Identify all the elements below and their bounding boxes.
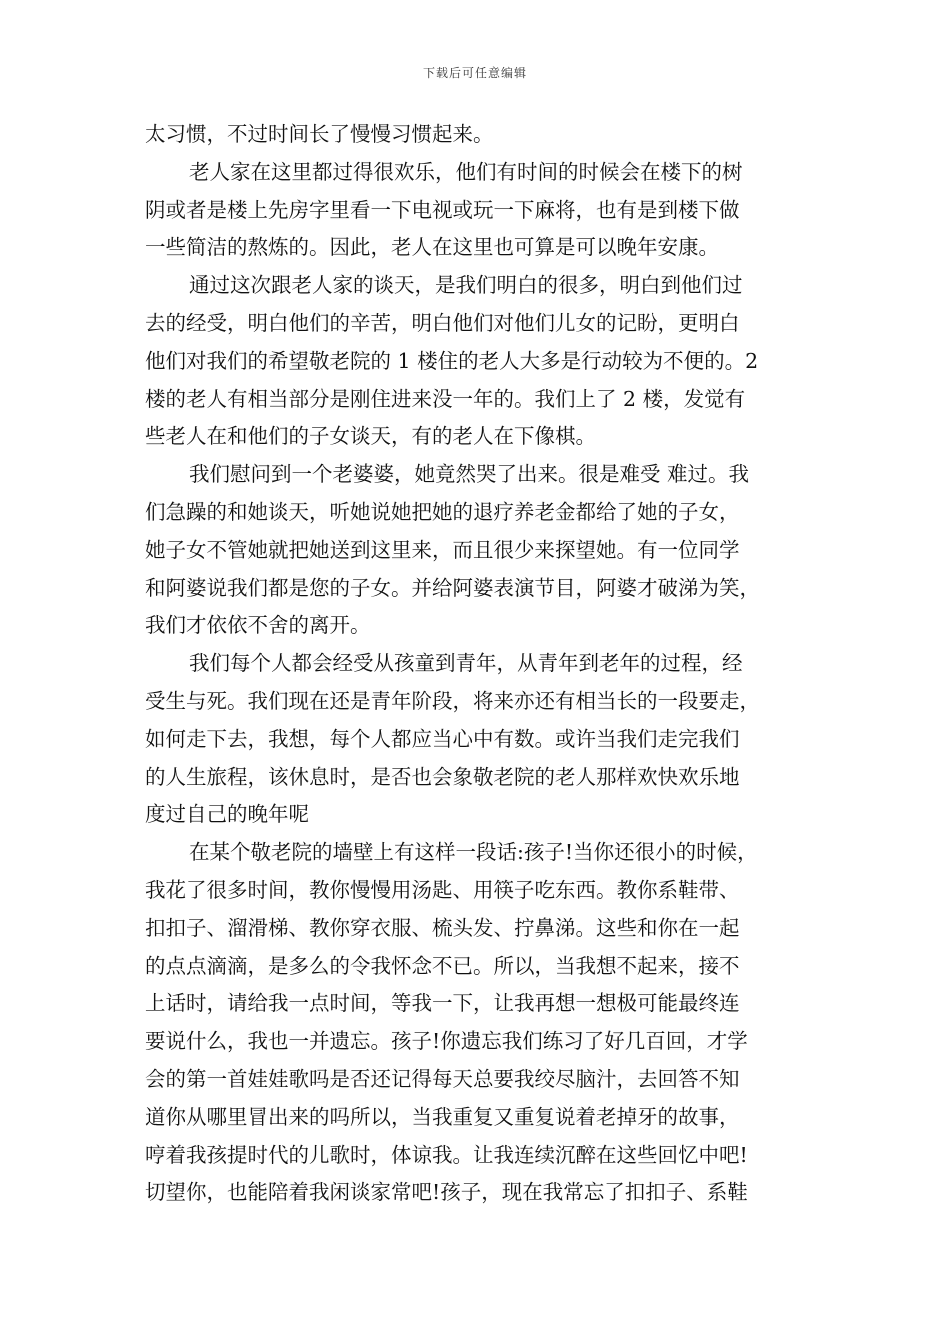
text-line: 度过自己的晚年呢: [145, 802, 309, 827]
text-line: 老人家在这里都过得很欢乐，他们有时间的时候会在楼下的树: [189, 159, 743, 184]
text-line: 我们慰问到一个老婆婆，她竟然哭了出来。很是难受 难过。我: [189, 462, 750, 487]
text-line: 我们才依依不舍的离开。: [145, 613, 371, 638]
text-line: 我花了很多时间，教你慢慢用汤匙、用筷子吃东西。教你系鞋带、: [145, 877, 740, 902]
text-line: 切望你，也能陪着我闲谈家常吧!孩子，现在我常忘了扣扣子、系鞋: [145, 1180, 748, 1205]
text-line: 和阿婆说我们都是您的子女。并给阿婆表演节目，阿婆才破涕为笑，: [145, 575, 760, 600]
text-line: 她子女不管她就把她送到这里来，而且很少来探望她。有一位同学: [145, 537, 740, 562]
text-line: 会的第一首娃娃歌吗是否还记得每天总要我绞尽脑汁，去回答不知: [145, 1066, 740, 1091]
text-line: 如何走下去，我想，每个人都应当心中有数。或许当我们走完我们: [145, 726, 740, 751]
text-line: 通过这次跟老人家的谈天，是我们明白的很多，明白到他们过: [189, 273, 743, 298]
text-line: 阴或者是楼上先房字里看一下电视或玩一下麻将，也有是到楼下做: [145, 197, 740, 222]
text-line: 哼着我孩提时代的儿歌时，体谅我。让我连续沉醉在这些回忆中吧!: [145, 1142, 748, 1167]
text-line: 他们对我们的希望敬老院的 1 楼住的老人大多是行动较为不便的。2: [145, 348, 759, 373]
text-line: 的点点滴滴，是多么的令我怀念不已。所以，当我想不起来，接不: [145, 953, 740, 978]
text-line: 道你从哪里冒出来的吗所以，当我重复又重复说着老掉牙的故事，: [145, 1104, 740, 1129]
text-line: 楼的老人有相当部分是刚住进来没一年的。我们上了 2 楼，发觉有: [145, 386, 746, 411]
page-header: 下载后可任意编辑: [422, 66, 527, 80]
text-line: 太习惯，不过时间长了慢慢习惯起来。: [145, 122, 494, 146]
text-line: 受生与死。我们现在还是青年阶段，将来亦还有相当长的一段要走，: [145, 688, 760, 713]
text-line: 些老人在和他们的子女谈天，有的老人在下像棋。: [145, 424, 596, 449]
text-line: 们急躁的和她谈天，听她说她把她的退疗养老金都给了她的子女，: [145, 499, 740, 524]
text-line: 一些简洁的熬炼的。因此，老人在这里也可算是可以晚年安康。: [145, 235, 719, 260]
text-line: 在某个敬老院的墙壁上有这样一段话:孩子!当你还很小的时候，: [189, 840, 758, 865]
text-line: 上话时，请给我一点时间，等我一下，让我再想一想极可能最终连: [145, 991, 740, 1016]
text-line: 的人生旅程，该休息时，是否也会象敬老院的老人那样欢快欢乐地: [145, 764, 740, 789]
text-line: 要说什么，我也一并遗忘。孩子!你遗忘我们练习了好几百回，才学: [145, 1029, 748, 1054]
body-text: [145, 116, 805, 1212]
text-line: 扣扣子、溜滑梯、教你穿衣服、梳头发、拧鼻涕。这些和你在一起: [145, 915, 740, 940]
text-line: 我们每个人都会经受从孩童到青年，从青年到老年的过程，经: [189, 651, 743, 676]
text-line: 去的经受，明白他们的辛苦，明白他们对他们儿女的记盼，更明白: [145, 310, 740, 335]
